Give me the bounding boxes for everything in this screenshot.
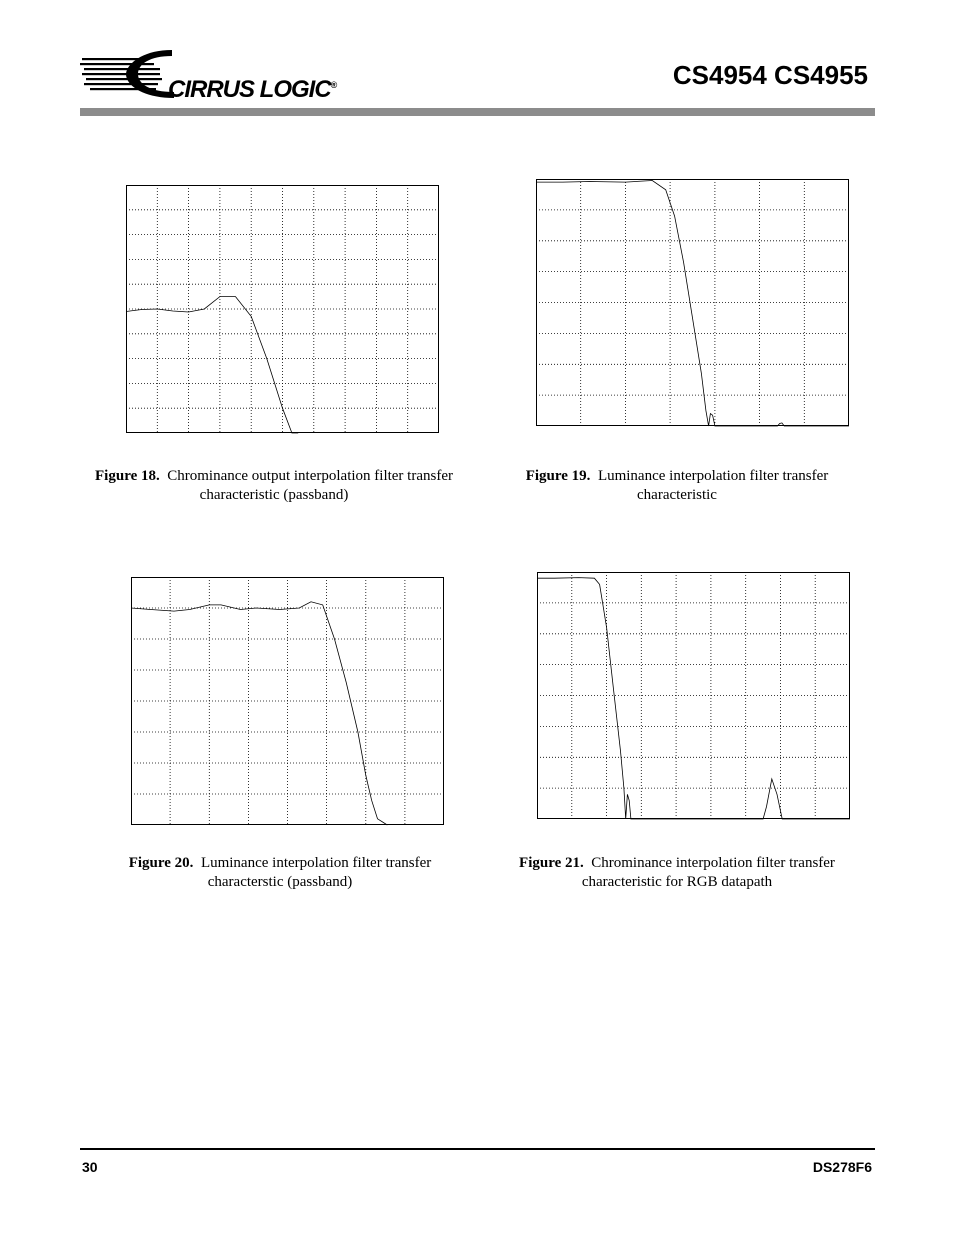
document-code: DS278F6 — [812, 1159, 872, 1175]
figure-21-text: Chrominance interpolation filter transfer characteristic for RGB datapath — [581, 855, 835, 890]
figure-20-caption — [90, 854, 470, 892]
figure-21-plot — [537, 572, 850, 819]
page-number: 30 — [82, 1159, 98, 1175]
header-divider — [80, 108, 875, 116]
figure-19-response-curve — [536, 181, 849, 427]
figure-18-plot — [126, 185, 439, 433]
figure-18-response-curve — [126, 297, 298, 433]
figure-20-response-curve — [131, 602, 387, 825]
figure-21-response-curve — [537, 578, 850, 819]
figure-18-text: Chrominance output interpolation filter transfer characteristic (passband) — [167, 468, 453, 503]
figure-21-caption — [487, 854, 867, 892]
figure-18-label: Figure 18. — [95, 468, 160, 484]
figure-19-text: Luminance interpolation filter transfer characteristic — [597, 468, 829, 503]
figure-19-label: Figure 19. — [525, 468, 591, 484]
document-title: CS4954 CS4955 — [672, 60, 868, 90]
logo-wordmark: CIRRUS LOGIC® — [168, 76, 337, 103]
figure-21-label: Figure 21. — [519, 855, 584, 871]
figure-20-text: Luminance interpolation filter transfer characterstic (passband) — [200, 855, 432, 890]
footer-divider — [80, 1148, 875, 1150]
figure-18-caption — [84, 467, 464, 505]
figure-20-label: Figure 20. — [128, 855, 194, 871]
figure-19-plot — [536, 179, 849, 426]
figure-20-plot — [131, 577, 444, 825]
figure-19-caption — [487, 467, 867, 505]
